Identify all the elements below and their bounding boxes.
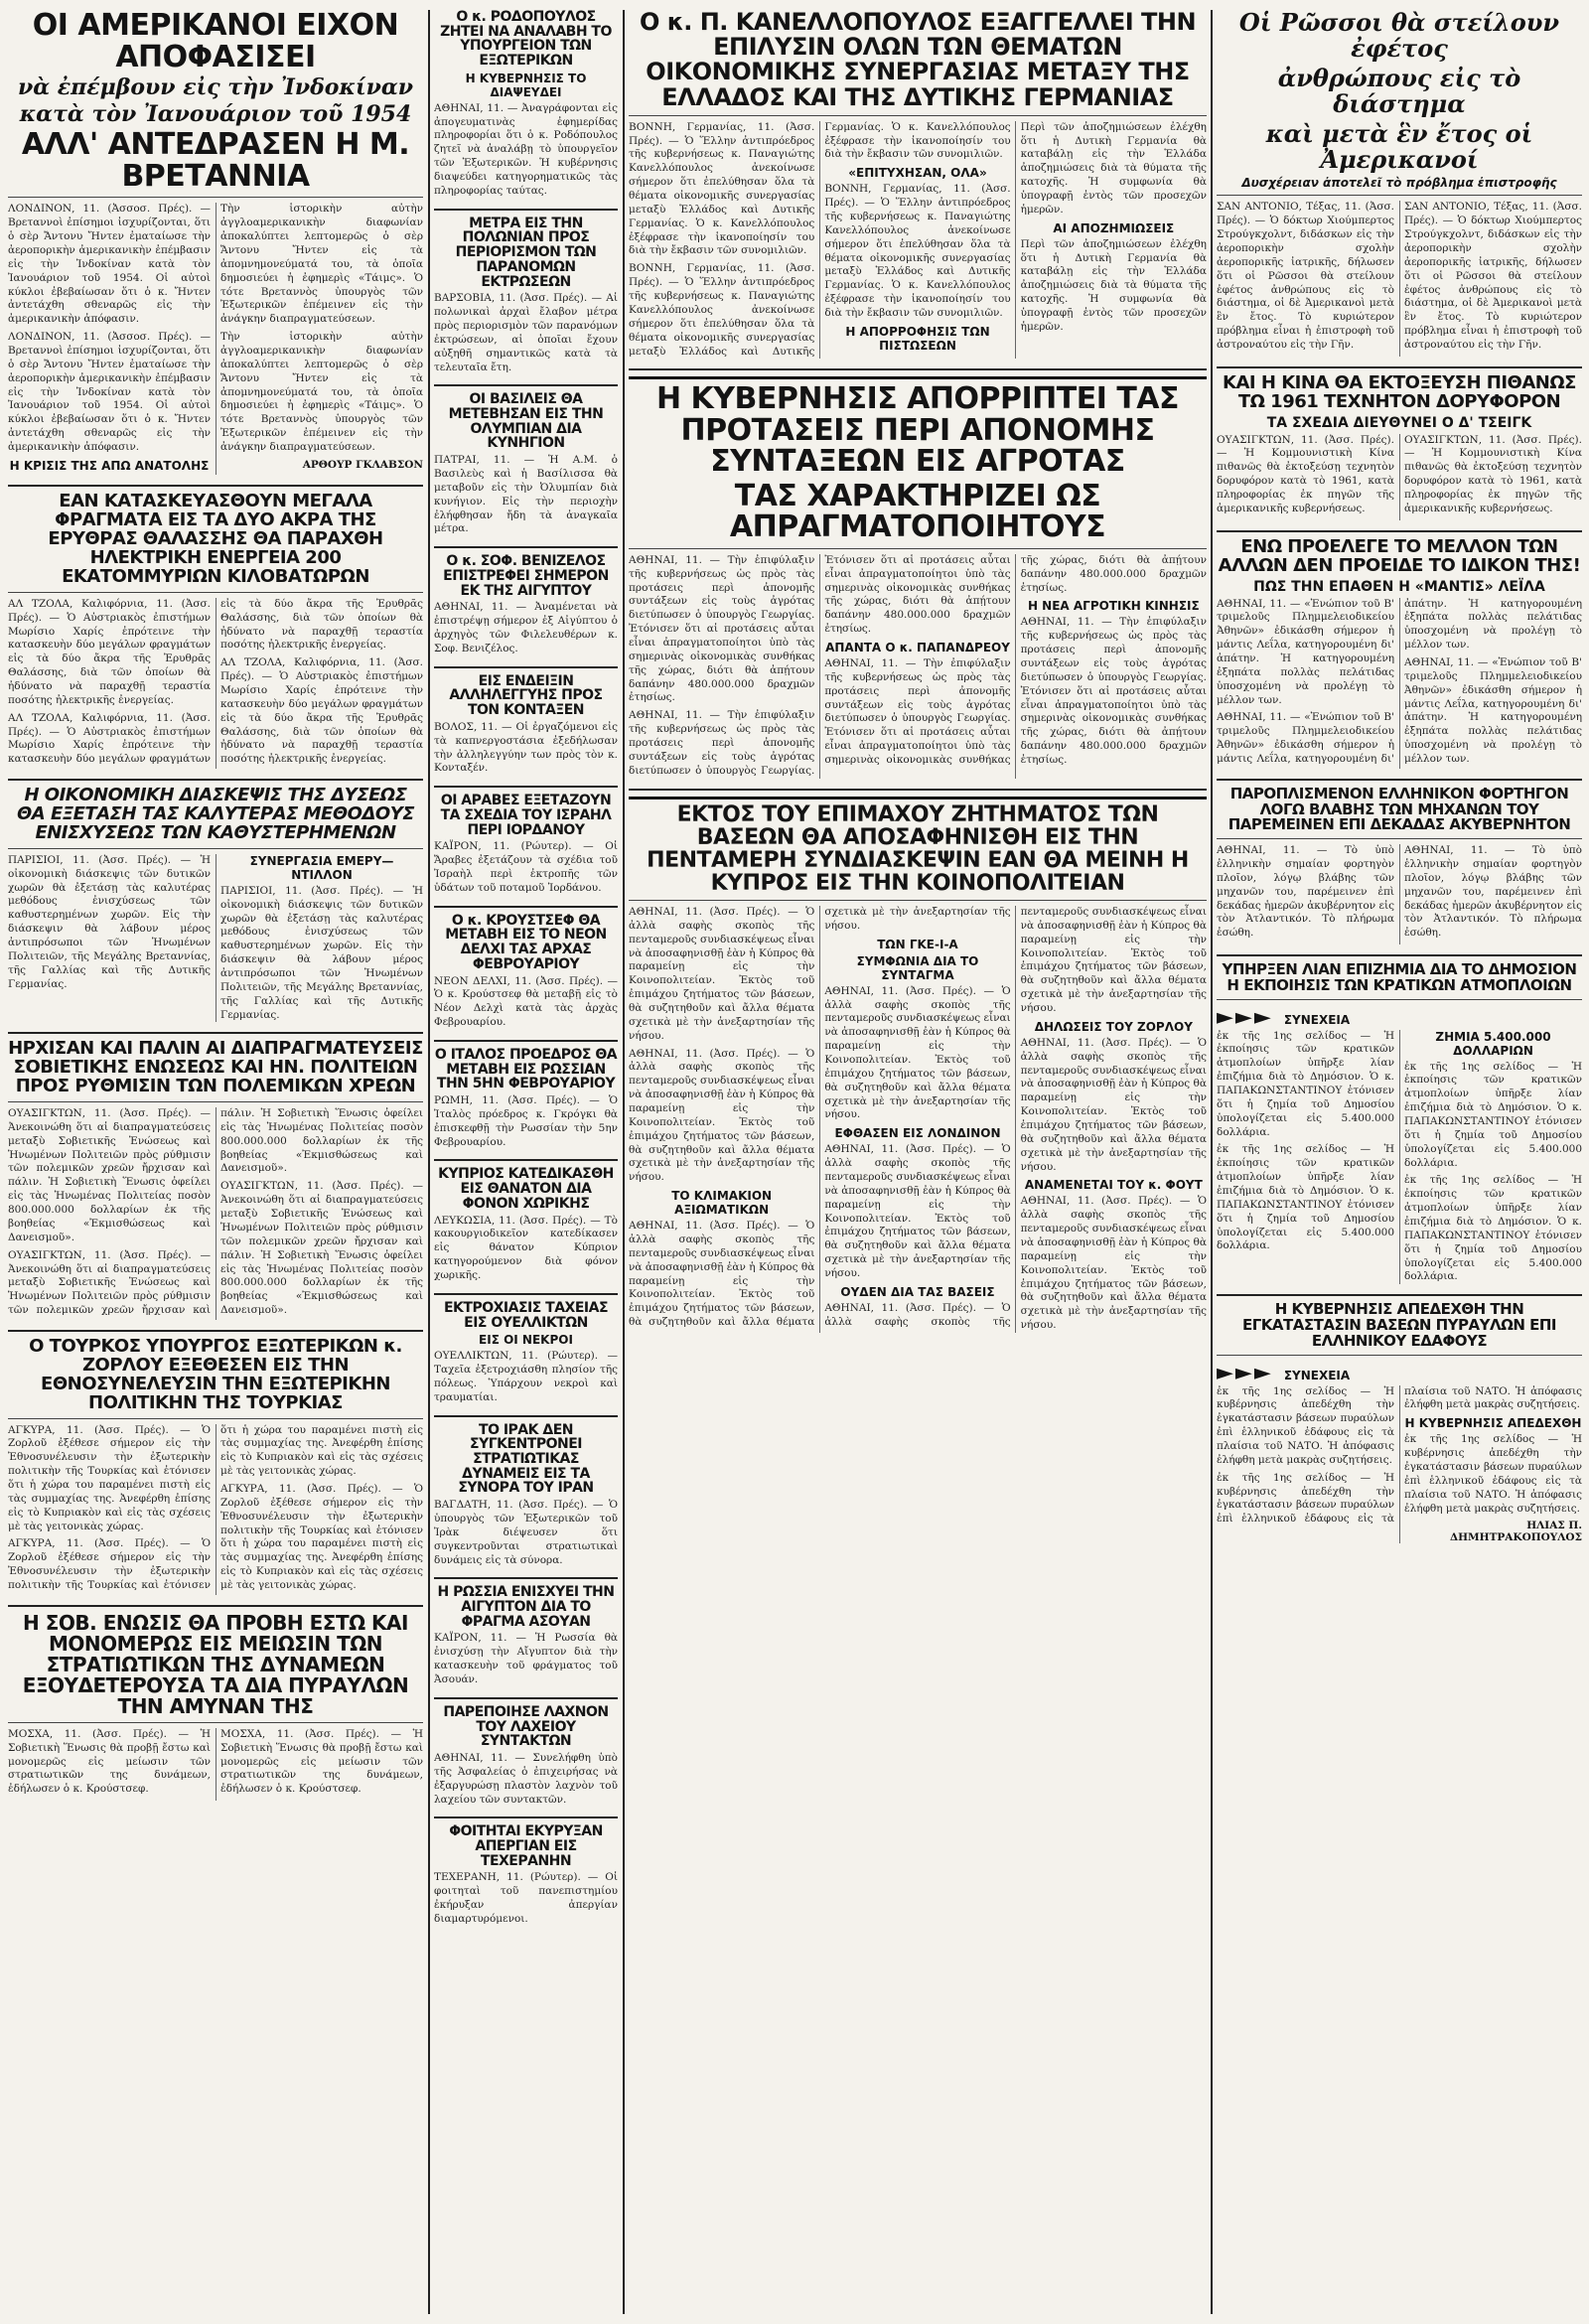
article-body: ΠΑΡΙΣΙΟΙ, 11. (Ἀσσ. Πρές). — Ἡ οἰκονομικὴ διάσκεψις τῶν δυτικῶν χωρῶν θὰ ἐξετάσῃ τὰς καλυτέρας μεθόδους ἐνισχύσεως τῶν καθυστερημένων χωρῶν. Εἰς τὴν διάσκεψιν θὰ λάβουν μέρος ἀντιπρόσωποι τῶν Ἡνωμένων Πολιτειῶν, τῆς Μεγάλης Βρεταννίας, τῆς Γαλλίας καὶ τῆς Δυτικῆς Γερμανίας.: [220, 884, 423, 1021]
story-western-conference: [8, 787, 423, 1022]
article-body: ΒΟΝΝΗ, Γερμανίας, 11. (Ἀσσ. Πρές). — Ὁ Ἕλλην ἀντιπρόεδρος τῆς κυβερνήσεως κ. Παναγιώτης Κανελλόπουλος ἀνεκοίνωσε σήμερον ὅτι ἐπελύθησαν ὅλα τὰ θέματα οἰκονομικῆς συνεργασίας μεταξὺ Ἑλλάδος καὶ Δυτικῆς Γερμανίας. Ὁ κ. Κανελλόπουλος ἐξέφρασε τὴν ἱκανοποίησίν του διὰ τὴν ἔκβασιν τῶν συνομιλιῶν.: [629, 120, 815, 257]
article-body: ΒΟΛΟΣ, 11. — Οἱ ἐργαζόμενοι εἰς τὰ καπνεργοστάσια ἐξεδήλωσαν τὴν ἀλληλεγγύην των πρὸς τὸν κ. Κονταξέν.: [434, 720, 618, 775]
section-deck: ΑΠΑΝΤΑ Ο κ. ΠΑΠΑΝΔΡΕΟΥ: [825, 641, 1010, 655]
headline: καὶ μετὰ ἓν ἔτος οἱ Ἀμερικανοί: [1265, 118, 1533, 174]
article-body: ἐκ τῆς 1ης σελίδος — Ἡ κυβέρνησις ἀπεδέχθη τὴν ἐγκατάστασιν βάσεων πυραύλων ἐπὶ ἑλληνικοῦ ἐδάφους εἰς τὰ πλαίσια τοῦ ΝΑΤΟ. Ἡ ἀπόφασις ἐλήφθη μετὰ μακρὰς συζητήσεις.: [1217, 1384, 1394, 1466]
article-body: ἐκ τῆς 1ης σελίδος — Ἡ ἐκποίησις τῶν κρατικῶν ἀτμοπλοίων ὑπῆρξε λίαν ἐπιζήμια διὰ τὸ Δημόσιον. Ὁ κ. ΠΑΠΑΚΩΝΣΤΑΝΤΙΝΟΥ ἐτόνισεν ὅτι ἡ ζημία τοῦ Δημοσίου ὑπολογίζεται εἰς 5.400.000 δολλάρια.: [1404, 1060, 1582, 1169]
headline: ΤΑΣ ΧΑΡΑΚΤΗΡΙΖΕΙ ΩΣ ΑΠΡΑΓΜΑΤΟΠΟΙΗΤΟΥΣ: [729, 478, 1106, 545]
article-body: ΛΕΥΚΩΣΙΑ, 11. (Ἀσσ. Πρές). — Τὸ κακουργιοδικεῖον κατεδίκασεν εἰς θάνατον Κύπριον κατηγορούμενον διὰ φόνον χωρικῆς.: [434, 1214, 618, 1281]
article-body: ἐκ τῆς 1ης σελίδος — Ἡ ἐκποίησις τῶν κρατικῶν ἀτμοπλοίων ὑπῆρξε λίαν ἐπιζήμια διὰ τὸ Δημόσιον. Ὁ κ. ΠΑΠΑΚΩΝΣΤΑΝΤΙΝΟΥ ἐτόνισεν ὅτι ἡ ζημία τοῦ Δημοσίου ὑπολογίζεται εἰς 5.400.000 δολλάρια.: [1217, 1143, 1394, 1252]
article-body: ΟΥΑΣΙΓΚΤΩΝ, 11. (Ἀσσ. Πρές). — Ἀνεκοινώθη ὅτι αἱ διαπραγματεύσεις μεταξὺ Σοβιετικῆς Ἑνώσεως καὶ Ἡνωμένων Πολιτειῶν πρὸς ρύθμισιν τῶν πολεμικῶν χρεῶν ἤρχισαν καὶ πάλιν. Ἡ Σοβιετικὴ Ἕνωσις ὀφείλει εἰς τὰς Ἡνωμένας Πολιτείας ποσὸν 800.000.000 δολλαρίων ἐκ τῆς βοηθείας «Ἐκμισθώσεως καὶ Δανεισμοῦ».: [220, 1180, 423, 1317]
brief: [434, 554, 618, 656]
article-body: ΑΓΚΥΡΑ, 11. (Ἀσσ. Πρές). — Ὁ Ζορλοῦ ἐξέθεσε σήμερον εἰς τὴν Ἐθνοσυνέλευσιν τὴν ἐξωτερικὴν πολιτικὴν τῆς Τουρκίας καὶ ἐτόνισεν ὅτι ἡ χώρα του παραμένει πιστὴ εἰς τὰς συμμαχίας της. Ἀνεφέρθη ἐπίσης εἰς τὸ Κυπριακὸν καὶ εἰς τὰς σχέσεις μὲ τὰς γειτονικὰς χώρας.: [8, 1423, 423, 1591]
brief: [434, 392, 618, 536]
headline: ΥΠΗΡΞΕΝ ΛΙΑΝ ΕΠΙΖΗΜΙΑ ΔΙΑ ΤΟ ΔΗΜΟΣΙΟΝ Η ΕΚΠΟΙΗΣΙΣ ΤΩΝ ΚΡΑΤΙΚΩΝ ΑΤΜΟΠΛΟΙΩΝ: [1222, 960, 1577, 994]
section-deck: ΑΝΑΜΕΝΕΤΑΙ ΤΟΥ κ. ΦΟΥΤ: [1024, 1178, 1203, 1193]
story-freighter: [1217, 784, 1582, 944]
article-body: ΑΓΚΥΡΑ, 11. (Ἀσσ. Πρές). — Ὁ Ζορλοῦ ἐξέθεσε σήμερον εἰς τὴν Ἐθνοσυνέλευσιν τὴν ἐξωτερικὴν πολιτικὴν τῆς Τουρκίας καὶ ἐτόνισεν ὅτι ἡ χώρα του παραμένει πιστὴ εἰς τὰς συμμαχίας της. Ἀνεφέρθη ἐπίσης εἰς τὸ Κυπριακὸν καὶ εἰς τὰς σχέσεις μὲ τὰς γειτονικὰς χώρας.: [8, 1423, 211, 1532]
article-body: ἐκ τῆς 1ης σελίδος — Ἡ κυβέρνησις ἀπεδέχθη τὴν ἐγκατάστασιν βάσεων πυραύλων ἐπὶ ἑλληνικοῦ ἐδάφους εἰς τὰ πλαίσια τοῦ ΝΑΤΟ. Ἡ ἀπόφασις ἐλήφθη μετὰ μακρὰς συζητήσεις.: [1404, 1433, 1582, 1515]
headline: Η ΚΥΒΕΡΝΗΣΙΣ ΑΠΕΔΕΧΘΗ ΤΗΝ ΕΓΚΑΤΑΣΤΑΣΙΝ ΒΑΣΕΩΝ ΠΥΡΑΥΛΩΝ ΕΠΙ ΕΛΛΗΝΙΚΟΥ ΕΔΑΦΟΥΣ: [1241, 1300, 1557, 1350]
article-body: Περὶ τῶν ἀποζημιώσεων ἐλέχθη ὅτι ἡ Δυτικὴ Γερμανία θὰ καταβάλῃ εἰς τὴν Ἑλλάδα ἀποζημιώσεις διὰ τὰ θύματα τῆς κατοχῆς. Ἡ συμφωνία θὰ ὑπογραφῇ ἐντὸς τῶν προσεχῶν ἡμερῶν.: [1020, 237, 1207, 333]
arrows-icon: ►►►: [1217, 1360, 1273, 1385]
brief: [434, 1824, 618, 1927]
article-body: ΑΘΗΝΑΙ, 11. (Ἀσσ. Πρές). — Ὁ ἀλλὰ σαφὴς σκοπὸς τῆς πενταμεροῦς συνδιασκέψεως εἶναι νὰ ἀποσαφηνισθῇ ἐὰν ἡ Κύπρος θὰ παραμείνῃ εἰς τὴν Κοινοπολιτείαν. Ἐκτὸς τοῦ ἐπιμάχου ζητήματος τῶν βάσεων, θὰ συζητηθοῦν καὶ ἄλλα θέματα σχετικὰ μὲ τὴν ἀνεξαρτησίαν τῆς νήσου.: [629, 1047, 815, 1184]
headline: ΠΑΡΕΠΟΙΗΣΕ ΛΑΧΝΟΝ ΤΟΥ ΛΑΧΕΙΟΥ ΣΥΝΤΑΚΤΩΝ: [443, 1703, 609, 1750]
section-deck: «ΕΠΙΤΥΧΗΣΑΝ, ΟΛΑ»: [848, 166, 987, 181]
article-body: ΑΘΗΝΑΙ, 11. (Ἀσσ. Πρές). — Ὁ ἀλλὰ σαφὴς σκοπὸς τῆς πενταμεροῦς συνδιασκέψεως εἶναι νὰ ἀποσαφηνισθῇ ἐὰν ἡ Κύπρος θὰ παραμείνῃ εἰς τὴν Κοινοπολιτείαν. Ἐκτὸς τοῦ ἐπιμάχου ζητήματος τῶν βάσεων, θὰ συζητηθοῦν καὶ ἄλλα θέματα σχετικὰ μὲ τὴν ἀνεξαρτησίαν τῆς νήσου.: [629, 905, 1011, 1329]
headline: ΜΕΤΡΑ ΕΙΣ ΤΗΝ ΠΟΛΩΝΙΑΝ ΠΡΟΣ ΠΕΡΙΟΡΙΣΜΟΝ ΤΩΝ ΠΑΡΑΝΟΜΩΝ ΕΚΤΡΩΣΕΩΝ: [455, 215, 597, 290]
article-body: ΝΕΟΝ ΔΕΛΧΙ, 11. (Ἀσσ. Πρές). — Ὁ κ. Κρούστσεφ θὰ μεταβῇ εἰς τὸ Νέον Δελχὶ κατὰ τὰς ἀρχὰς Φεβρουαρίου.: [434, 974, 618, 1029]
story-state-ships: [1217, 962, 1582, 1284]
headline: ΕΙΣ ΕΝΔΕΙΞΙΝ ΑΛΛΗΛΕΓΓΥΗΣ ΠΡΟΣ ΤΟΝ ΚΟΝΤΑΞΕΝ: [449, 672, 603, 719]
arrows-icon: ►►►: [1217, 1004, 1273, 1030]
story-red-sea-dams: [8, 493, 423, 769]
headline: Ο κ. ΣΟΦ. ΒΕΝΙΖΕΛΟΣ ΕΠΙΣΤΡΕΦΕΙ ΣΗΜΕΡΟΝ ΕΚ ΤΗΣ ΑΙΓΥΠΤΟΥ: [443, 553, 609, 599]
column-rule: [428, 10, 430, 2314]
story-fortune-teller: [1217, 535, 1582, 769]
article-body: ΑΘΗΝΑΙ, 11. (Ἀσσ. Πρές). — Ὁ ἀλλὰ σαφὴς σκοπὸς τῆς πενταμεροῦς συνδιασκέψεως εἶναι νὰ ἀποσαφηνισθῇ ἐὰν ἡ Κύπρος θὰ παραμείνῃ εἰς τὴν Κοινοπολιτείαν. Ἐκτὸς τοῦ ἐπιμάχου ζητήματος τῶν βάσεων, θὰ συζητηθοῦν καὶ ἄλλα θέματα σχετικὰ μὲ τὴν ἀνεξαρτησίαν τῆς νήσου.: [1020, 1036, 1207, 1173]
continuation-label: ΣΥΝΕΧΕΙΑ: [1283, 1012, 1351, 1027]
column-rule: [1211, 10, 1213, 2314]
headline: ἀνθρώπους εἰς τὸ διάστημα: [1277, 63, 1521, 119]
headline: ΟΙ ΑΡΑΒΕΣ ΕΞΕΤΑΖΟΥΝ ΤΑ ΣΧΕΔΙΑ ΤΟΥ ΙΣΡΑΗΛ ΠΕΡΙ ΙΟΡΔΑΝΟΥ: [440, 793, 612, 838]
story-war-debts: [8, 1040, 423, 1320]
column-left: [8, 10, 423, 2314]
headline: Οἱ Ρῶσσοι θὰ στείλουν ἐφέτος: [1238, 10, 1560, 64]
article-body: Τὴν ἱστορικὴν αὐτὴν ἀγγλοαμερικανικὴν διαφωνίαν ἀποκαλύπτει λεπτομερῶς ὁ σὲρ Ἄντονυ Ἤντεν εἰς τὰ ἀπομνημονεύματά του, τὰ ὁποῖα δημοσιεύει ἡ ἐφημερὶς «Τάιμς». Ὁ τότε Βρεταννὸς ὑπουργὸς τῶν Ἐξωτερικῶν ἐπέμεινεν εἰς τὴν ἀνάγκην διαπραγματεύσεων.: [220, 203, 423, 326]
brief: [434, 10, 618, 199]
article-body: ΑΓΚΥΡΑ, 11. (Ἀσσ. Πρές). — Ὁ Ζορλοῦ ἐξέθεσε σήμερον εἰς τὴν Ἐθνοσυνέλευσιν τὴν ἐξωτερικὴν πολιτικὴν τῆς Τουρκίας καὶ ἐτόνισεν ὅτι ἡ χώρα του παραμένει πιστὴ εἰς τὰς συμμαχίας της. Ἀνεφέρθη ἐπίσης εἰς τὸ Κυπριακὸν καὶ εἰς τὰς σχέσεις μὲ τὰς γειτονικὰς χώρας.: [220, 1482, 423, 1591]
article-body: ΤΕΧΕΡΑΝΗ, 11. (Ρώυτερ). — Οἱ φοιτηταὶ τοῦ πανεπιστημίου ἐκήρυξαν ἀπεργίαν διαμαρτυρόμενοι.: [434, 1871, 618, 1925]
article-body: ΟΥΑΣΙΓΚΤΩΝ, 11. (Ἀσσ. Πρές). — Ἀνεκοινώθη ὅτι αἱ διαπραγματεύσεις μεταξὺ Σοβιετικῆς Ἑνώσεως καὶ Ἡνωμένων Πολιτειῶν πρὸς ρύθμισιν τῶν πολεμικῶν χρεῶν ἤρχισαν καὶ πάλιν. Ἡ Σοβιετικὴ Ἕνωσις ὀφείλει εἰς τὰς Ἡνωμένας Πολιτείας ποσὸν 800.000.000 δολλαρίων ἐκ τῆς βοηθείας «Ἐκμισθώσεως καὶ Δανεισμοῦ».: [8, 1107, 423, 1317]
section-deck: Η ΚΡΙΣΙΣ ΤΗΣ ΑΠΩ ΑΝΑΤΟΛΗΣ: [9, 458, 210, 473]
section-deck: ΤΟ ΚΛΙΜΑΚΙΟΝ ΑΞΙΩΜΑΤΙΚΩΝ: [671, 1189, 773, 1218]
article-body: ΟΥΑΣΙΓΚΤΩΝ, 11. (Ἀσσ. Πρές). — Ἀνεκοινώθη ὅτι αἱ διαπραγματεύσεις μεταξὺ Σοβιετικῆς Ἑνώσεως καὶ Ἡνωμένων Πολιτειῶν πρὸς ρύθμισιν τῶν πολεμικῶν χρεῶν ἤρχισαν καὶ πάλιν. Ἡ Σοβιετικὴ Ἕνωσις ὀφείλει εἰς τὰς Ἡνωμένας Πολιτείας ποσὸν 800.000.000 δολλαρίων ἐκ τῆς βοηθείας «Ἐκμισθώσεως καὶ Δανεισμοῦ».: [8, 1107, 211, 1243]
article-body: ΑΘΗΝΑΙ, 11. — Τὴν ἐπιφύλαξιν τῆς κυβερνήσεως ὡς πρὸς τὰς προτάσεις περὶ ἀπονομῆς συντάξεων εἰς τοὺς ἀγρότας διετύπωσεν ὁ ὑπουργὸς Γεωργίας. Ἐτόνισεν ὅτι αἱ προτάσεις αὗται εἶναι ἀπραγματοποίητοι ὑπὸ τὰς σημερινὰς οἰκονομικὰς συνθήκας τῆς χώρας, διότι θὰ ἀπῄτουν δαπάνην 480.000.000 δραχμῶν ἐτησίως.: [629, 553, 1011, 777]
subheadline: νὰ ἐπέμβουν εἰς τὴν Ἰνδοκίναν: [17, 74, 414, 100]
article-body: ΟΥΕΛΛΙΚΤΩΝ, 11. (Ρώυτερ). — Ταχεῖα ἐξετροχιάσθη πλησίον τῆς πόλεως. Ὑπάρχουν νεκροὶ καὶ τραυματίαι.: [434, 1350, 618, 1403]
article-body: ΒΟΝΝΗ, Γερμανίας, 11. (Ἀσσ. Πρές). — Ὁ Ἕλλην ἀντιπρόεδρος τῆς κυβερνήσεως κ. Παναγιώτης Κανελλόπουλος ἀνεκοίνωσε σήμερον ὅτι ἐπελύθησαν ὅλα τὰ θέματα οἰκονομικῆς συνεργασίας μεταξὺ Ἑλλάδος καὶ Δυτικῆς Γερμανίας. Ὁ κ. Κανελλόπουλος ἐξέφρασε τὴν ἱκανοποίησίν του διὰ τὴν ἔκβασιν τῶν συνομιλιῶν.: [824, 183, 1011, 320]
headline: ΚΥΠΡΙΟΣ ΚΑΤΕΔΙΚΑΣΘΗ ΕΙΣ ΘΑΝΑΤΟΝ ΔΙΑ ΦΟΝΟΝ ΧΩΡΙΚΗΣ: [438, 1166, 614, 1212]
article-body: ΑΘΗΝΑΙ, 11. — Τὸ ὑπὸ ἑλληνικὴν σημαίαν φορτηγὸν πλοῖον, λόγῳ βλάβης τῶν μηχανῶν του, παρέμεινεν ἐπὶ δεκάδας ἡμερῶν ἀκυβέρνητον εἰς τὸν Ἀτλαντικόν. Τὸ πλήρωμα ἐσώθη.: [1404, 844, 1582, 940]
story-kanellopoulos: [629, 10, 1207, 359]
headline: ΑΛΛ' ΑΝΤΕΔΡΑΣΕΝ Η Μ. ΒΡΕΤΑΝΝΙΑ: [21, 127, 410, 194]
article-body: ΑΘΗΝΑΙ, 11. — Ἀναγράφονται εἰς ἀπογευματινὰς ἐφημερίδας πληροφορίαι ὅτι ὁ κ. Ροδόπουλος ζητεῖ νὰ ἀναλάβῃ τὸ ὑπουργεῖον τῶν Ἐξωτερικῶν. Ἡ κυβέρνησις διαψεύδει κατηγορηματικῶς τὰς πληροφορίας ταύτας.: [434, 101, 618, 197]
article-body: ΑΘΗΝΑΙ, 11. — «Ἐνώπιον τοῦ Β' τριμελοῦς Πλημμελειοδικείου Ἀθηνῶν» ἐδικάσθη σήμερον ἡ μάντις Λεΐλα, κατηγορουμένη δι' ἀπάτην. Ἡ κατηγορουμένη ἐξηπάτα πολλὰς πελάτιδας ὑποσχομένη νὰ προλέγῃ τὸ μέλλον των.: [1404, 655, 1582, 765]
headline: ΤΟ ΙΡΑΚ ΔΕΝ ΣΥΓΚΕΝΤΡΟΝΕΙ ΣΤΡΑΤΙΩΤΙΚΑΣ ΔΥΝΑΜΕΙΣ ΕΙΣ ΤΑ ΣΥΝΟΡΑ ΤΟΥ ΙΡΑΝ: [458, 1421, 594, 1497]
story-indochina: [8, 10, 423, 475]
article-body: ΑΘΗΝΑΙ, 11. — «Ἐνώπιον τοῦ Β' τριμελοῦς Πλημμελειοδικείου Ἀθηνῶν» ἐδικάσθη σήμερον ἡ μάντις Λεΐλα, κατηγορουμένη δι' ἀπάτην. Ἡ κατηγορουμένη ἐξηπάτα πολλὰς πελάτιδας ὑποσχομένη νὰ προλέγῃ τὸ μέλλον των.: [1217, 597, 1582, 765]
article-body: ΣΑΝ ΑΝΤΟΝΙΟ, Τέξας, 11. (Ἀσσ. Πρές). — Ὁ δόκτωρ Χιούμπερτος Στρούγκχολντ, διδάσκων εἰς τὴν ἀεροπορικὴν σχολὴν ἀεροπορικῆς ἰατρικῆς, δήλωσεν ὅτι οἱ Ρῶσσοι θὰ στείλουν ἐφέτος ἀνθρώπους εἰς τὸ διάστημα, οἱ δὲ Ἀμερικανοὶ μετὰ ἓν ἔτος. Τὸ κυριώτερον πρόβλημα εἶναι ἡ ἐπιστροφὴ τοῦ ἀστροναύτου εἰς τὴν Γῆν.: [1217, 201, 1394, 351]
article-body: ΑΘΗΝΑΙ, 11. — Συνελήφθη ὑπὸ τῆς Ἀσφαλείας ὁ ἐπιχειρήσας νὰ ἐξαργυρώσῃ πλαστὸν λαχνὸν τοῦ λαχείου τῶν συντακτῶν.: [434, 1751, 618, 1806]
article-body: ΑΛ ΤΖΟΛΑ, Καλιφόρνια, 11. (Ἀσσ. Πρές). — Ὁ Αὐστριακὸς ἐπιστήμων Μωρίσιο Χαρίς ἐπρότεινε τὴν κατασκευὴν δύο μεγάλων φραγμάτων εἰς τὰ δύο ἄκρα τῆς Ἐρυθρᾶς Θαλάσσης, διὰ τῶν ὁποίων θὰ ἠδύνατο νὰ παραχθῇ τεραστία ποσότης ἠλεκτρικῆς ἐνεργείας.: [8, 597, 211, 706]
headline: Ο ΙΤΑΛΟΣ ΠΡΟΕΔΡΟΣ ΘΑ ΜΕΤΑΒΗ ΕΙΣ ΡΩΣΣΙΑΝ ΤΗΝ 5ΗΝ ΦΕΒΡΟΥΑΡΙΟΥ: [434, 1046, 618, 1092]
story-cyprus-bases: [629, 797, 1207, 1333]
column-rule: [623, 10, 625, 2314]
headline: ΗΡΧΙΣΑΝ ΚΑΙ ΠΑΛΙΝ ΑΙ ΔΙΑΠΡΑΓΜΑΤΕΥΣΕΙΣ ΣΟΒΙΕΤΙΚΗΣ ΕΝΩΣΕΩΣ ΚΑΙ ΗΝ. ΠΟΛΙΤΕΙΩΝ ΠΡΟΣ ΡΥΘΜΙΣΙΝ ΤΩΝ ΠΟΛΕΜΙΚΩΝ ΧΡΕΩΝ: [8, 1038, 423, 1097]
story-china-satellite: [1217, 371, 1582, 520]
headline: Ο κ. ΚΡΟΥΣΤΣΕΦ ΘΑ ΜΕΤΑΒΗ ΕΙΣ ΤΟ ΝΕΟΝ ΔΕΛΧΙ ΤΑΣ ΑΡΧΑΣ ΦΕΒΡΟΥΑΡΙΟΥ: [445, 912, 607, 972]
subheadline: κατὰ τὸν Ἰανουάριον τοῦ 1954: [19, 101, 412, 128]
article-body: ΑΘΗΝΑΙ, 11. — «Ἐνώπιον τοῦ Β' τριμελοῦς Πλημμελειοδικείου Ἀθηνῶν» ἐδικάσθη σήμερον ἡ μάντις Λεΐλα, κατηγορουμένη δι' ἀπάτην. Ἡ κατηγορουμένη ἐξηπάτα πολλὰς πελάτιδας ὑποσχομένη νὰ προλέγῃ τὸ μέλλον των.: [1217, 597, 1394, 706]
article-body: ΑΘΗΝΑΙ, 11. — Τὴν ἐπιφύλαξιν τῆς κυβερνήσεως ὡς πρὸς τὰς προτάσεις περὶ ἀπονομῆς συντάξεων εἰς τοὺς ἀγρότας διετύπωσεν ὁ ὑπουργὸς Γεωργίας. Ἐτόνισεν ὅτι αἱ προτάσεις αὗται εἶναι ἀπραγματοποίητοι ὑπὸ τὰς σημερινὰς οἰκονομικὰς συνθήκας τῆς χώρας, διότι θὰ ἀπῄτουν δαπάνην 480.000.000 δραχμῶν ἐτησίως.: [629, 553, 815, 704]
brief: [434, 914, 618, 1030]
article-body: ΠΑΤΡΑΙ, 11. — Ἡ Α.Μ. ὁ Βασιλεὺς καὶ ἡ Βασίλισσα θὰ μεταβοῦν εἰς τὴν Ὀλυμπίαν διὰ κυνήγιον. Εἰς τὴν περιοχὴν ἐλήφθησαν ἤδη τὰ ἀναγκαῖα μέτρα.: [434, 454, 618, 535]
section-deck: ΕΙΣ ΟΙ ΝΕΚΡΟΙ: [479, 1333, 573, 1348]
article-body: ΟΥΑΣΙΓΚΤΩΝ, 11. (Ἀσσ. Πρές). — Ἡ Κομμουνιστικὴ Κίνα πιθανῶς θὰ ἐκτοξεύσῃ τεχνητὸν δορυφόρον κατὰ τὸ 1961, κατὰ πληροφορίας ἐκ πηγῶν τῆς ἀμερικανικῆς κυβερνήσεως.: [1404, 433, 1582, 514]
headline: Ο κ. Π. ΚΑΝΕΛΛΟΠΟΥΛΟΣ ΕΞΑΓΓΕΛΛΕΙ ΤΗΝ ΕΠΙΛΥΣΙΝ ΟΛΩΝ ΤΩΝ ΘΕΜΑΤΩΝ ΟΙΚΟΝΟΜΙΚΗΣ ΣΥΝΕΡΓΑΣΙΑΣ ΜΕΤΑΞΥ ΤΗΣ ΕΛΛΑΔΟΣ ΚΑΙ ΤΗΣ ΔΥΤΙΚΗΣ ΓΕΡΜΑΝΙΑΣ: [639, 10, 1197, 111]
column-briefs: [434, 10, 618, 2314]
headline: Ο ΤΟΥΡΚΟΣ ΥΠΟΥΡΓΟΣ ΕΞΩΤΕΡΙΚΩΝ κ. ΖΟΡΛΟΥ ΕΞΕΘΕΣΕΝ ΕΙΣ ΤΗΝ ΕΘΝΟΣΥΝΕΛΕΥΣΙΝ ΤΗΝ ΕΞΩΤΕΡΙΚΗΝ ΠΟΛΙΤΙΚΗΝ ΤΗΣ ΤΟΥΡΚΙΑΣ: [29, 1335, 402, 1413]
article-body: ΡΩΜΗ, 11. (Ἀσσ. Πρές). — Ὁ Ἰταλὸς πρόεδρος κ. Γκρόγκι θὰ ἐπισκεφθῇ τὴν Ρωσσίαν τὴν 5ην Φεβρουαρίου.: [434, 1094, 618, 1148]
section-deck: ΣΥΜΦΩΝΙΑ ΔΙΑ ΤΟ ΣΥΝΤΑΓΜΑ: [856, 953, 979, 982]
headline: ΕΚΤΡΟΧΙΑΣΙΣ ΤΑΧΕΙΑΣ ΕΙΣ ΟΥΕΛΛΙΚΤΩΝ: [443, 1299, 609, 1331]
section-deck: ΑΙ ΑΠΟΖΗΜΙΩΣΕΙΣ: [1053, 220, 1175, 235]
section-deck: Δυσχέρειαν ἀποτελεῖ τὸ πρόβλημα ἐπιστροφῆς: [1241, 176, 1557, 191]
article-body: ΑΘΗΝΑΙ, 11. (Ἀσσ. Πρές). — Ὁ ἀλλὰ σαφὴς σκοπὸς τῆς πενταμεροῦς συνδιασκέψεως εἶναι νὰ ἀποσαφηνισθῇ ἐὰν ἡ Κύπρος θὰ παραμείνῃ εἰς τὴν Κοινοπολιτείαν. Ἐκτὸς τοῦ ἐπιμάχου ζητήματος τῶν βάσεων, θὰ συζητηθοῦν καὶ ἄλλα θέματα σχετικὰ μὲ τὴν ἀνεξαρτησίαν τῆς νήσου.: [824, 984, 1011, 1121]
headline: ΚΑΙ Η ΚΙΝΑ ΘΑ ΕΚΤΟΞΕΥΣΗ ΠΙΘΑΝΩΣ ΤΩ 1961 ΤΕΧΝΗΤΟΝ ΔΟΡΥΦΟΡΟΝ: [1223, 371, 1576, 412]
article-body: ΑΘΗΝΑΙ, 11. — Τὴν ἐπιφύλαξιν τῆς κυβερνήσεως ὡς πρὸς τὰς προτάσεις περὶ ἀπονομῆς συντάξεων εἰς τοὺς ἀγρότας διετύπωσεν ὁ ὑπουργὸς Γεωργίας. Ἐτόνισεν ὅτι αἱ προτάσεις αὗται εἶναι ἀπραγματοποίητοι ὑπὸ τὰς σημερινὰς οἰκονομικὰς συνθήκας τῆς χώρας, διότι θὰ ἀπῄτουν δαπάνην 480.000.000 δραχμῶν ἐτησίως.: [824, 553, 1207, 767]
headline: Η ΣΟΒ. ΕΝΩΣΙΣ ΘΑ ΠΡΟΒΗ ΕΣΤΩ ΚΑΙ ΜΟΝΟΜΕΡΩΣ ΕΙΣ ΜΕΙΩΣΙΝ ΤΩΝ ΣΤΡΑΤΙΩΤΙΚΩΝ ΤΗΣ ΔΥΝΑΜΕΩΝ ΕΞΟΥΔΕΤΕΡΟΥΣΑ ΤΑ ΔΙΑ ΠΥΡΑΥΛΩΝ ΤΗΝ ΑΜΥΝΑΝ ΤΗΣ: [22, 1610, 409, 1718]
article-body: ΚΑΪΡΟΝ, 11. (Ρώυτερ). — Οἱ Ἄραβες ἐξετάζουν τὰ σχέδια τοῦ Ἰσραὴλ περὶ ἐκτροπῆς τῶν ὑδάτων τοῦ ποταμοῦ Ἰορδάνου.: [434, 840, 618, 894]
article-body: ἐκ τῆς 1ης σελίδος — Ἡ κυβέρνησις ἀπεδέχθη τὴν ἐγκατάστασιν βάσεων πυραύλων ἐπὶ ἑλληνικοῦ ἐδάφους εἰς τὰ πλαίσια τοῦ ΝΑΤΟ. Ἡ ἀπόφασις ἐλήφθη μετὰ μακρὰς συζητήσεις.: [1217, 1384, 1582, 1525]
brief: [434, 1423, 618, 1568]
brief: [434, 674, 618, 777]
article-body: ΟΥΑΣΙΓΚΤΩΝ, 11. (Ἀσσ. Πρές). — Ἡ Κομμουνιστικὴ Κίνα πιθανῶς θὰ ἐκτοξεύσῃ τεχνητὸν δορυφόρον κατὰ τὸ 1961, κατὰ πληροφορίας ἐκ πηγῶν τῆς ἀμερικανικῆς κυβερνήσεως.: [1217, 433, 1394, 514]
article-body: ΑΘΗΝΑΙ, 11. (Ἀσσ. Πρές). — Ὁ ἀλλὰ σαφὴς σκοπὸς τῆς πενταμεροῦς συνδιασκέψεως εἶναι νὰ ἀποσαφηνισθῇ ἐὰν ἡ Κύπρος θὰ παραμείνῃ εἰς τὴν Κοινοπολιτείαν. Ἐκτὸς τοῦ ἐπιμάχου ζητήματος τῶν βάσεων, θὰ συζητηθοῦν καὶ ἄλλα θέματα σχετικὰ μὲ τὴν ἀνεξαρτησίαν τῆς νήσου.: [1020, 1195, 1207, 1332]
section-deck: Η ΑΠΟΡΡΟΦΗΣΙΣ ΤΩΝ ΠΙΣΤΩΣΕΩΝ: [845, 324, 990, 353]
article-body: Τὴν ἱστορικὴν αὐτὴν ἀγγλοαμερικανικὴν διαφωνίαν ἀποκαλύπτει λεπτομερῶς ὁ σὲρ Ἄντονυ Ἤντεν εἰς τὰ ἀπομνημονεύματά του, τὰ ὁποῖα δημοσιεύει ἡ ἐφημερὶς «Τάιμς». Ὁ τότε Βρεταννὸς ὑπουργὸς τῶν Ἐξωτερικῶν ἐπέμεινεν εἰς τὴν ἀνάγκην διαπραγματεύσεων.: [220, 331, 423, 453]
article-body: ΑΘΗΝΑΙ, 11. — Τὸ ὑπὸ ἑλληνικὴν σημαίαν φορτηγὸν πλοῖον, λόγῳ βλάβης τῶν μηχανῶν του, παρέμεινεν ἐπὶ δεκάδας ἡμερῶν ἀκυβέρνητον εἰς τὸν Ἀτλαντικόν. Τὸ πλήρωμα ἐσώθη.: [1217, 844, 1394, 940]
article-body: ΑΘΗΝΑΙ, 11. — Τὴν ἐπιφύλαξιν τῆς κυβερνήσεως ὡς πρὸς τὰς προτάσεις περὶ ἀπονομῆς συντάξεων εἰς τοὺς ἀγρότας διετύπωσεν ὁ ὑπουργὸς Γεωργίας. Ἐτόνισεν ὅτι αἱ προτάσεις αὗται εἶναι ἀπραγματοποίητοι ὑπὸ τὰς σημερινὰς οἰκονομικὰς συνθήκας τῆς χώρας, διότι θὰ ἀπῄτουν δαπάνην 480.000.000 δραχμῶν ἐτησίως.: [1020, 616, 1207, 767]
article-body: ΛΟΝΔΙΝΟΝ, 11. (Ἀσσοσ. Πρές). — Βρεταννοὶ ἐπίσημοι ἰσχυρίζονται, ὅτι ὁ σὲρ Ἄντονυ Ἤντεν ἐματαίωσε τὴν ἀεροπορικὴν ἀμερικανικὴν ἐπέμβασιν εἰς τὴν Ἰνδοκίναν κατὰ τὸν Ἰανουάριον τοῦ 1954. Οἱ αὐτοὶ κύκλοι ἐβεβαίωσαν ὅτι ὁ κ. Ἤντεν ἀντετάχθη σθεναρῶς εἰς τὴν ἀμερικανικὴν ἀπόφασιν.: [8, 331, 211, 453]
brief: [434, 794, 618, 896]
section-deck: ΖΗΜΙΑ 5.400.000 ΔΟΛΛΑΡΙΩΝ: [1435, 1029, 1551, 1058]
brief: [434, 1585, 618, 1687]
article-body: ΚΑΪΡΟΝ, 11. — Ἡ Ρωσσία θὰ ἐνισχύσῃ τὴν Αἴγυπτον διὰ τὴν κατασκευὴν τοῦ φράγματος τοῦ Ἀσουάν.: [434, 1632, 618, 1685]
article-body: ΒΟΝΝΗ, Γερμανίας, 11. (Ἀσσ. Πρές). — Ὁ Ἕλλην ἀντιπρόεδρος τῆς κυβερνήσεως κ. Παναγιώτης Κανελλόπουλος ἀνεκοίνωσε σήμερον ὅτι ἐπελύθησαν ὅλα τὰ θέματα οἰκονομικῆς συνεργασίας μεταξὺ Ἑλλάδος καὶ Δυτικῆς Γερμανίας. Ὁ κ. Κανελλόπουλος ἐξέφρασε τὴν ἱκανοποίησίν του διὰ τὴν ἔκβασιν τῶν συνομιλιῶν.: [629, 120, 1011, 358]
headline: Ο κ. ΡΟΔΟΠΟΥΛΟΣ ΖΗΤΕΙ ΝΑ ΑΝΑΛΑΒΗ ΤΟ ΥΠΟΥΡΓΕΙΟΝ ΤΩΝ ΕΞΩΤΕΡΙΚΩΝ: [440, 10, 612, 70]
section-deck: ΕΦΘΑΣΕΝ ΕΙΣ ΛΟΝΔΙΝΟΝ: [834, 1126, 1001, 1141]
section-deck: Η ΚΥΒΕΡΝΗΣΙΣ ΤΟ ΔΙΑΨΕΥΔΕΙ: [465, 71, 587, 99]
section-deck: Η ΚΥΒΕΡΝΗΣΙΣ ΑΠΕΔΕΧΘΗ: [1404, 1416, 1582, 1431]
story-farmer-pensions: [629, 376, 1207, 778]
article-body: ἐκ τῆς 1ης σελίδος — Ἡ ἐκποίησις τῶν κρατικῶν ἀτμοπλοίων ὑπῆρξε λίαν ἐπιζήμια διὰ τὸ Δημόσιον. Ὁ κ. ΠΑΠΑΚΩΝΣΤΑΝΤΙΝΟΥ ἐτόνισεν ὅτι ἡ ζημία τοῦ Δημοσίου ὑπολογίζεται εἰς 5.400.000 δολλάρια.: [1404, 1174, 1582, 1283]
headline: ΕΝΩ ΠΡΟΕΛΕΓΕ ΤΟ ΜΕΛΛΟΝ ΤΩΝ ΑΛΛΩΝ ΔΕΝ ΠΡΟΕΙΔΕ ΤΟ ΙΔΙΚΟΝ ΤΗΣ!: [1218, 535, 1581, 576]
headline: Η ΡΩΣΣΙΑ ΕΝΙΣΧΥΕΙ ΤΗΝ ΑΙΓΥΠΤΟΝ ΔΙΑ ΤΟ ΦΡΑΓΜΑ ΑΣΟΥΑΝ: [437, 1584, 615, 1630]
section-deck: ΔΗΛΩΣΕΙΣ ΤΟΥ ΖΟΡΛΟΥ: [1034, 1019, 1193, 1034]
article-body: ΛΟΝΔΙΝΟΝ, 11. (Ἀσσοσ. Πρές). — Βρεταννοὶ ἐπίσημοι ἰσχυρίζονται, ὅτι ὁ σὲρ Ἄντονυ Ἤντεν ἐματαίωσε τὴν ἀεροπορικὴν ἀμερικανικὴν ἐπέμβασιν εἰς τὴν Ἰνδοκίναν κατὰ τὸν Ἰανουάριον τοῦ 1954. Οἱ αὐτοὶ κύκλοι ἐβεβαίωσαν ὅτι ὁ κ. Ἤντεν ἀντετάχθη σθεναρῶς εἰς τὴν ἀμερικανικὴν ἀπόφασιν.: [8, 203, 211, 326]
headline: ΟΙ ΑΜΕΡΙΚΑΝΟΙ ΕΙΧΟΝ ΑΠΟΦΑΣΙΣΕΙ: [32, 10, 399, 74]
headline: ΠΑΡΟΠΛΙΣΜΕΝΟΝ ΕΛΛΗΝΙΚΟΝ ΦΟΡΤΗΓΟΝ ΛΟΓΩ ΒΛΑΒΗΣ ΤΩΝ ΜΗΧΑΝΩΝ ΤΟΥ ΠΑΡΕΜΕΙΝΕΝ ΕΠΙ ΔΕΚΑΔΑΣ ΑΚΥΒΕΡΝΗΤΟΝ: [1228, 784, 1571, 834]
column-right: [1217, 10, 1582, 2314]
article-body: ΒΑΡΣΟΒΙΑ, 11. (Ἀσσ. Πρές). — Αἱ πολωνικαὶ ἀρχαὶ ἔλαβον μέτρα πρὸς περιορισμὸν τῶν παρανόμων ἐκτρώσεων, αἱ ὁποῖαι ἔχουν αὐξηθῆ σημαντικῶς κατὰ τὰ τελευταῖα ἔτη.: [434, 292, 618, 373]
section-deck: Η ΝΕΑ ΑΓΡΟΤΙΚΗ ΚΙΝΗΣΙΣ: [1027, 599, 1200, 614]
article-body: Περὶ τῶν ἀποζημιώσεων ἐλέχθη ὅτι ἡ Δυτικὴ Γερμανία θὰ καταβάλῃ εἰς τὴν Ἑλλάδα ἀποζημιώσεις διὰ τὰ θύματα τῆς κατοχῆς. Ἡ συμφωνία θὰ ὑπογραφῇ ἐντὸς τῶν προσεχῶν ἡμερῶν.: [1020, 120, 1207, 216]
article-body: ΑΘΗΝΑΙ, 11. (Ἀσσ. Πρές). — Ὁ ἀλλὰ σαφὴς σκοπὸς τῆς πενταμεροῦς συνδιασκέψεως εἶναι νὰ ἀποσαφηνισθῇ ἐὰν ἡ Κύπρος θὰ παραμείνῃ εἰς τὴν Κοινοπολιτείαν. Ἐκτὸς τοῦ ἐπιμάχου ζητήματος τῶν βάσεων, θὰ συζητηθοῦν καὶ ἄλλα θέματα σχετικὰ μὲ τὴν ἀνεξαρτησίαν τῆς νήσου.: [824, 1143, 1011, 1280]
article-body: ΣΑΝ ΑΝΤΟΝΙΟ, Τέξας, 11. (Ἀσσ. Πρές). — Ὁ δόκτωρ Χιούμπερτος Στρούγκχολντ, διδάσκων εἰς τὴν ἀεροπορικὴν σχολὴν ἀεροπορικῆς ἰατρικῆς, δήλωσεν ὅτι οἱ Ρῶσσοι θὰ στείλουν ἐφέτος ἀνθρώπους εἰς τὸ διάστημα, οἱ δὲ Ἀμερικανοὶ μετὰ ἓν ἔτος. Τὸ κυριώτερον πρόβλημα εἶναι ἡ ἐπιστροφὴ τοῦ ἀστροναύτου εἰς τὴν Γῆν.: [1404, 201, 1582, 351]
article-body: ΑΛ ΤΖΟΛΑ, Καλιφόρνια, 11. (Ἀσσ. Πρές). — Ὁ Αὐστριακὸς ἐπιστήμων Μωρίσιο Χαρίς ἐπρότεινε τὴν κατασκευὴν δύο μεγάλων φραγμάτων εἰς τὰ δύο ἄκρα τῆς Ἐρυθρᾶς Θαλάσσης, διὰ τῶν ὁποίων θὰ ἠδύνατο νὰ παραχθῇ τεραστία ποσότης ἠλεκτρικῆς ἐνεργείας.: [8, 597, 423, 766]
section-deck: ΟΥΔΕΝ ΔΙΑ ΤΑΣ ΒΑΣΕΙΣ: [840, 1284, 995, 1299]
story-space: [1217, 10, 1582, 357]
article-body: ΒΑΓΔΑΤΗ, 11. (Ἀσσ. Πρές). — Ὁ ὑπουργὸς τῶν Ἐξωτερικῶν τοῦ Ἰρὰκ διέψευσεν ὅτι συγκεντροῦνται στρατιωτικαὶ δυνάμεις εἰς τὰ σύνορα.: [434, 1499, 618, 1566]
signature: ΗΛΙΑΣ Π. ΔΗΜΗΤΡΑΚΟΠΟΥΛΟΣ: [1449, 1520, 1582, 1544]
headline: ΕΑΝ ΚΑΤΑΣΚΕΥΑΣΘΟΥΝ ΜΕΓΑΛΑ ΦΡΑΓΜΑΤΑ ΕΙΣ ΤΑ ΔΥΟ ΑΚΡΑ ΤΗΣ ΕΡΥΘΡΑΣ ΘΑΛΑΣΣΗΣ ΘΑ ΠΑΡΑΧΘΗ ΗΛΕΚΤΡΙΚΗ ΕΝΕΡΓΕΙΑ 200 ΕΚΑΤΟΜΜΥΡΙΩΝ ΚΙΛΟΒΑΤΩΡΩΝ: [48, 491, 383, 587]
article-body: ΜΟΣΧΑ, 11. (Ἀσσ. Πρές). — Ἡ Σοβιετικὴ Ἕνωσις θὰ προβῇ ἔστω καὶ μονομερῶς εἰς μείωσιν τῶν στρατιωτικῶν της δυνάμεων, ἐδήλωσεν ὁ κ. Κρούστσεφ.: [220, 1727, 423, 1796]
article-body: ΑΛ ΤΖΟΛΑ, Καλιφόρνια, 11. (Ἀσσ. Πρές). — Ὁ Αὐστριακὸς ἐπιστήμων Μωρίσιο Χαρίς ἐπρότεινε τὴν κατασκευὴν δύο μεγάλων φραγμάτων εἰς τὰ δύο ἄκρα τῆς Ἐρυθρᾶς Θαλάσσης, διὰ τῶν ὁποίων θὰ ἠδύνατο νὰ παραχθῇ τεραστία ποσότης ἠλεκτρικῆς ἐνεργείας.: [220, 656, 423, 766]
section-deck: ΠΩΣ ΤΗΝ ΕΠΑΘΕΝ Η «ΜΑΝΤΙΣ» ΛΕΪΛΑ: [1253, 578, 1545, 595]
section-deck: ΣΥΝΕΡΓΑΣΙΑ ΕΜΕΡΥ—ΝΤΙΛΛΟΝ: [249, 853, 394, 882]
brief: [434, 217, 618, 375]
headline: Η ΚΥΒΕΡΝΗΣΙΣ ΑΠΟΡΡΙΠΤΕΙ ΤΑΣ ΠΡΟΤΑΣΕΙΣ ΠΕΡΙ ΑΠΟΝΟΜΗΣ ΣΥΝΤΑΞΕΩΝ ΕΙΣ ΑΓΡΟΤΑΣ: [656, 381, 1179, 480]
headline: Η ΟΙΚΟΝΟΜΙΚΗ ΔΙΑΣΚΕΨΙΣ ΤΗΣ ΔΥΣΕΩΣ ΘΑ ΕΞΕΤΑΣΗ ΤΑΣ ΚΑΛΥΤΕΡΑΣ ΜΕΘΟΔΟΥΣ ΕΝΙΣΧΥΣΕΩΣ ΤΩΝ ΚΑΘΥΣΤΕΡΗΜΕΝΩΝ: [16, 785, 415, 843]
brief: [434, 1301, 618, 1405]
article-body: ΜΟΣΧΑ, 11. (Ἀσσ. Πρές). — Ἡ Σοβιετικὴ Ἕνωσις θὰ προβῇ ἔστω καὶ μονομερῶς εἰς μείωσιν τῶν στρατιωτικῶν της δυνάμεων, ἐδήλωσεν ὁ κ. Κρούστσεφ.: [8, 1727, 211, 1796]
headline: ΟΙ ΒΑΣΙΛΕΙΣ ΘΑ ΜΕΤΕΒΗΣΑΝ ΕΙΣ ΤΗΝ ΟΛΥΜΠΙΑΝ ΔΙΑ ΚΥΝΗΓΙΟΝ: [448, 391, 604, 452]
signature: ΑΡΘΟΥΡ ΓΚΛΑΒΣΟΝ: [302, 458, 423, 471]
story-zorlu: [8, 1335, 423, 1595]
story-missile-bases: [1217, 1302, 1582, 1543]
section-deck: ΤΩΝ ΓΚΕ-Ι-Α: [877, 937, 958, 951]
continuation-label: ΣΥΝΕΧΕΙΑ: [1283, 1368, 1351, 1382]
article-body: ΑΘΗΝΑΙ, 11. — Ἀναμένεται νὰ ἐπιστρέψῃ σήμερον ἐξ Αἰγύπτου ὁ ἀρχηγὸς τῶν Φιλελευθέρων κ. Σοφ. Βενιζέλος.: [434, 601, 618, 654]
story-soviet-forces: [8, 1610, 423, 1801]
article-body: ΑΘΗΝΑΙ, 11. (Ἀσσ. Πρές). — Ὁ ἀλλὰ σαφὴς σκοπὸς τῆς πενταμεροῦς συνδιασκέψεως εἶναι νὰ ἀποσαφηνισθῇ ἐὰν ἡ Κύπρος θὰ παραμείνῃ εἰς τὴν Κοινοπολιτείαν. Ἐκτὸς τοῦ ἐπιμάχου ζητήματος τῶν βάσεων, θὰ συζητηθοῦν καὶ ἄλλα θέματα σχετικὰ μὲ τὴν ἀνεξαρτησίαν τῆς νήσου.: [629, 905, 815, 1042]
article-body: ἐκ τῆς 1ης σελίδος — Ἡ ἐκποίησις τῶν κρατικῶν ἀτμοπλοίων ὑπῆρξε λίαν ἐπιζήμια διὰ τὸ Δημόσιον. Ὁ κ. ΠΑΠΑΚΩΝΣΤΑΝΤΙΝΟΥ ἐτόνισεν ὅτι ἡ ζημία τοῦ Δημοσίου ὑπολογίζεται εἰς 5.400.000 δολλάρια.: [1217, 1029, 1394, 1138]
article-body: ΑΘΗΝΑΙ, 11. (Ἀσσ. Πρές). — Ὁ ἀλλὰ σαφὴς σκοπὸς τῆς πενταμεροῦς συνδιασκέψεως εἶναι νὰ ἀποσαφηνισθῇ ἐὰν ἡ Κύπρος θὰ παραμείνῃ εἰς τὴν Κοινοπολιτείαν. Ἐκτὸς τοῦ ἐπιμάχου ζητήματος τῶν βάσεων, θὰ συζητηθοῦν καὶ ἄλλα θέματα σχετικὰ μὲ τὴν ἀνεξαρτησίαν τῆς νήσου.: [824, 905, 1207, 1328]
section-deck: ΤΑ ΣΧΕΔΙΑ ΔΙΕΥΘΥΝΕΙ Ο Δ' ΤΣΕΙΓΚ: [1266, 414, 1532, 431]
article-body: ΠΑΡΙΣΙΟΙ, 11. (Ἀσσ. Πρές). — Ἡ οἰκονομικὴ διάσκεψις τῶν δυτικῶν χωρῶν θὰ ἐξετάσῃ τὰς καλυτέρας μεθόδους ἐνισχύσεως τῶν καθυστερημένων χωρῶν. Εἰς τὴν διάσκεψιν θὰ λάβουν μέρος ἀντιπρόσωποι τῶν Ἡνωμένων Πολιτειῶν, τῆς Μεγάλης Βρεταννίας, τῆς Γαλλίας καὶ τῆς Δυτικῆς Γερμανίας.: [8, 853, 211, 990]
brief: [434, 1705, 618, 1808]
headline: ΦΟΙΤΗΤΑΙ ΕΚΥΡΥΞΑΝ ΑΠΕΡΓΙΑΝ ΕΙΣ ΤΕΧΕΡΑΝΗΝ: [449, 1823, 603, 1869]
brief: [434, 1167, 618, 1282]
headline: ΕΚΤΟΣ ΤΟΥ ΕΠΙΜΑΧΟΥ ΖΗΤΗΜΑΤΟΣ ΤΩΝ ΒΑΣΕΩΝ ΘΑ ΑΠΟΣΑΦΗΝΙΣΘΗ ΕΙΣ ΤΗΝ ΠΕΝΤΑΜΕΡΗ ΣΥΝΔΙΑΣΚΕΨΙΝ ΕΑΝ ΘΑ ΜΕΙΝΗ Η ΚΥΠΡΟΣ ΕΙΣ ΤΗΝ ΚΟΙΝΟΠΟΛΙΤΕΙΑΝ: [647, 801, 1189, 896]
column-center: [629, 10, 1207, 2314]
brief: [434, 1048, 618, 1150]
